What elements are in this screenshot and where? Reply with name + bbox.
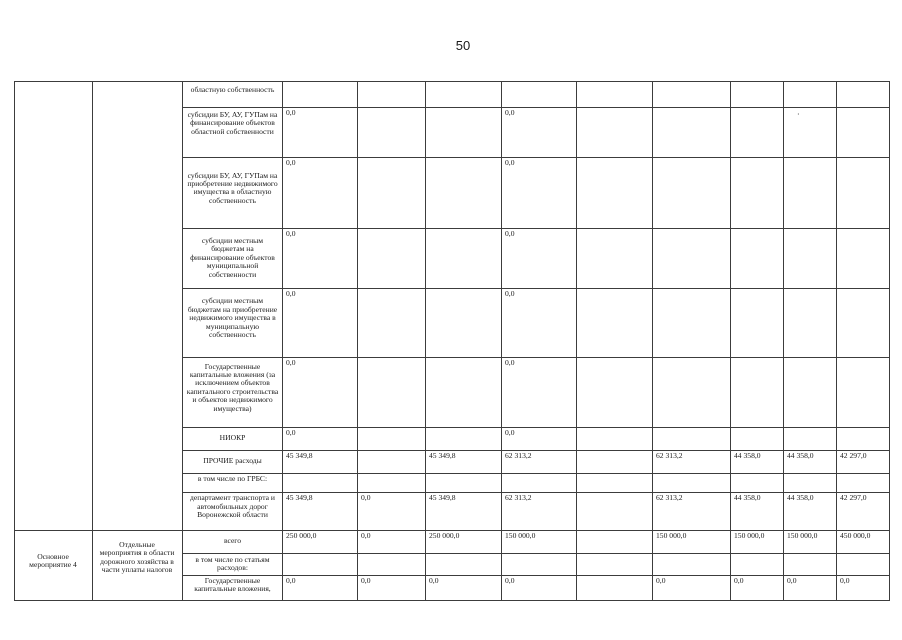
value-cell: 250 000,0 [429,532,460,540]
value-cell: 45 349,8 [286,452,313,460]
row-label: всего [223,536,242,546]
row-label: Государственные капитальные вложения, [194,577,271,594]
value-cell: 0,0 [361,532,371,540]
value-cell: 250 000,0 [286,532,317,540]
value-cell: 0,0 [505,159,515,167]
value-cell: 62 313,2 [656,494,683,502]
value-cell: 450 000,0 [840,532,871,540]
value-cell: 0,0 [286,290,296,298]
value-cell: 0,0 [505,577,515,585]
value-cell: 0,0 [656,577,666,585]
row-label: областную собственность [190,84,275,94]
value-cell: 150 000,0 [656,532,687,540]
row-label: субсидии БУ, АУ, ГУПам на приобретение недвижимого имущества в областную собственность [187,170,278,205]
value-cell: 0,0 [505,429,515,437]
value-cell: 0,0 [787,577,797,585]
value-cell: 0,0 [505,359,515,367]
value-cell: 0,0 [361,494,371,502]
value-cell: 45 349,8 [286,494,313,502]
value-cell: 62 313,2 [505,452,532,460]
value-cell: 0,0 [286,159,296,167]
value-cell: 0,0 [505,109,515,117]
event-title-cell: Отдельные мероприятия в области дорожного хозяйства в части уплаты налогов [99,540,175,575]
row-label: субсидии БУ, АУ, ГУПам на финансирование объектов областной собственности [187,110,278,136]
value-cell: 45 349,8 [429,452,456,460]
value-cell: 0,0 [840,577,850,585]
value-cell: 0,0 [286,230,296,238]
value-cell: 62 313,2 [505,494,532,502]
value-cell: 150 000,0 [505,532,536,540]
value-cell: 62 313,2 [656,452,683,460]
row-label: в том числе по ГРБС: [197,475,268,483]
value-cell: 0,0 [286,359,296,367]
value-cell: 44 358,0 [734,452,761,460]
scan-dot-mark: · [797,110,800,119]
value-cell: 0,0 [734,577,744,585]
value-cell: 42 297,0 [840,452,867,460]
row-label: НИОКР [219,433,246,443]
row-label: департамент транспорта и автомобильных дорог Воронежской области [190,494,275,519]
row-label: субсидии местным бюджетам на финансирование объектов муниципальной собственности [190,236,275,279]
value-cell: 42 297,0 [840,494,867,502]
value-cell: 0,0 [361,577,371,585]
value-cell: 0,0 [286,109,296,117]
page-number: 50 [455,38,471,53]
row-label: субсидии местным бюджетам на приобретение недвижимого имущества в муниципальную собственность [187,296,278,339]
row-label: ПРОЧИЕ расходы [203,456,262,466]
value-cell: 0,0 [505,230,515,238]
row-label: Государственные капитальные вложения (за исключением объектов капитального строительства и объектов недвижимого имущества) [186,361,279,413]
value-cell: 150 000,0 [734,532,765,540]
value-cell: 0,0 [286,429,296,437]
main-event-cell: Основное мероприятие 4 [29,552,77,570]
value-cell: 150 000,0 [787,532,818,540]
value-cell: 44 358,0 [734,494,761,502]
value-cell: 45 349,8 [429,494,456,502]
value-cell: 0,0 [286,577,296,585]
value-cell: 0,0 [429,577,439,585]
budget-table [14,81,890,601]
value-cell: 44 358,0 [787,452,814,460]
value-cell: 0,0 [505,290,515,298]
row-label: в том числе по статьям расходов: [195,555,270,572]
value-cell: 44 358,0 [787,494,814,502]
